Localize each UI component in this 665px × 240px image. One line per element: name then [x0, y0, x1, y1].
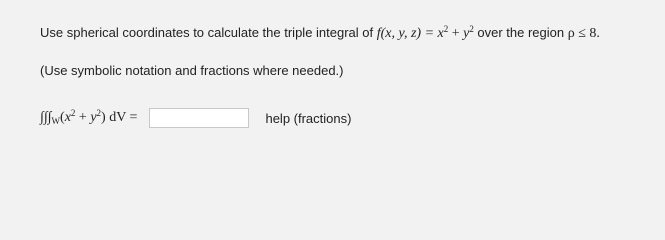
region-text: over the region: [477, 25, 565, 40]
question-text: [40, 24, 600, 43]
region-expression: ρ ≤ 8.: [567, 26, 600, 41]
function-expression: f(x, y, $z) = x^2 + y^2$: [376, 24, 474, 41]
instruction-text: (Use symbolic notation and fractions where needed.): [40, 63, 344, 78]
answer-row: [40, 106, 351, 130]
integral-expression: $\int\int\int_W(x^2 + y^2)$ dV =: [40, 108, 138, 126]
help-fractions-link[interactable]: help (fractions): [265, 110, 352, 126]
question-prompt: Use spherical coordinates to calculate the triple integral of: [40, 25, 374, 40]
answer-input[interactable]: [149, 108, 249, 128]
